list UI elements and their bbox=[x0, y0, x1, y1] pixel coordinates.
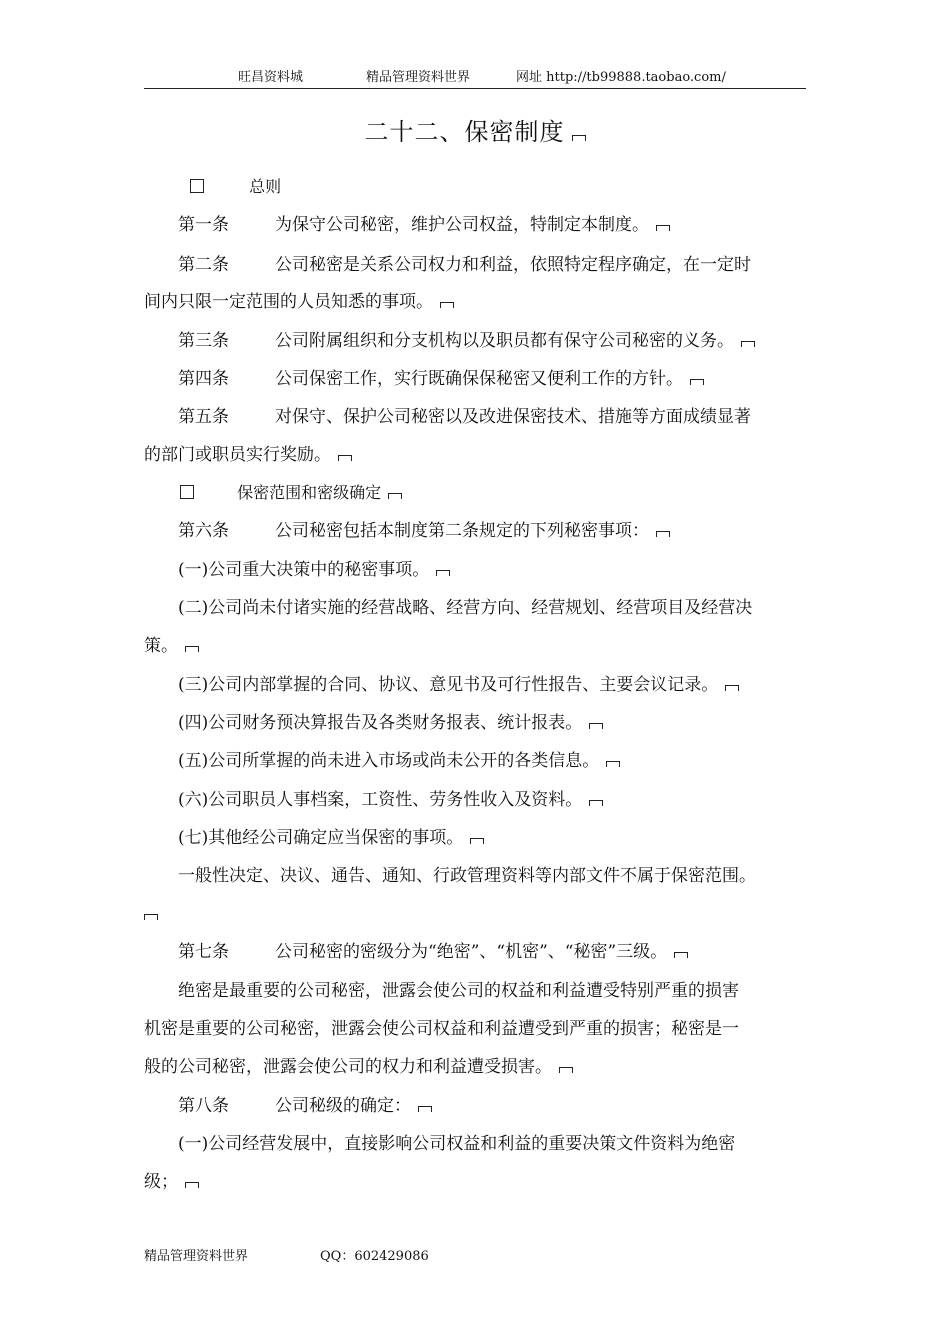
paragraph-mark-icon bbox=[725, 685, 739, 691]
article-text: 公司秘密是关系公司权力和利益，依照特定程序确定，在一定时 bbox=[275, 255, 751, 275]
article-label: 第三条 bbox=[178, 331, 229, 351]
article-text: 的部门或职员实行奖励。 bbox=[144, 445, 331, 465]
article-line bbox=[178, 519, 670, 543]
article-text: 间内只限一定范围的人员知悉的事项。 bbox=[144, 292, 433, 312]
checkbox-square-icon bbox=[190, 179, 204, 193]
paragraph-mark-icon bbox=[440, 302, 454, 308]
list-item bbox=[178, 749, 620, 773]
article-line bbox=[178, 405, 751, 429]
item-text: 策。 bbox=[144, 636, 178, 656]
section-title: 总则 bbox=[249, 177, 282, 196]
paragraph-mark-icon bbox=[572, 135, 586, 141]
article-line-continued bbox=[144, 443, 352, 467]
article-line bbox=[178, 940, 688, 964]
paragraph-mark-icon bbox=[185, 646, 199, 652]
section-title: 保密范围和密级确定 bbox=[237, 483, 382, 502]
article-line bbox=[178, 213, 670, 237]
section-heading bbox=[190, 175, 281, 199]
paragraph-mark-icon bbox=[656, 531, 670, 537]
paragraph-mark-icon bbox=[470, 838, 484, 844]
page-header bbox=[144, 68, 806, 89]
list-item bbox=[178, 558, 450, 582]
paragraph-mark-icon bbox=[436, 570, 450, 576]
paragraph-text: 般的公司秘密，泄露会使公司的权力和利益遭受损害。 bbox=[144, 1057, 552, 1077]
item-text: (五)公司所掌握的尚未进入市场或尚未公开的各类信息。 bbox=[178, 751, 600, 771]
paragraph-mark-icon bbox=[674, 952, 688, 958]
paragraph-line bbox=[144, 1055, 573, 1079]
header-slogan: 精品管理资料世界 bbox=[366, 70, 471, 85]
paragraph-line-continued bbox=[144, 902, 158, 926]
paragraph-mark-icon bbox=[559, 1067, 573, 1073]
article-line bbox=[178, 253, 751, 277]
list-item bbox=[178, 788, 603, 812]
footer-slogan: 精品管理资料世界 bbox=[144, 1249, 249, 1264]
paragraph-text: 一般性决定、决议、通告、通知、行政管理资料等内部文件不属于保密范围。 bbox=[178, 866, 756, 886]
paragraph-mark-icon bbox=[185, 1182, 199, 1188]
paragraph-line bbox=[144, 1017, 739, 1041]
article-line bbox=[178, 1094, 432, 1118]
document-title bbox=[0, 114, 950, 150]
article-text: 公司保密工作，实行既确保保秘密又便利工作的方针。 bbox=[275, 369, 683, 389]
article-text: 公司秘密包括本制度第二条规定的下列秘密事项： bbox=[275, 521, 649, 541]
paragraph-text: 机密是重要的公司秘密，泄露会使公司权益和利益遭受到严重的损害；秘密是一 bbox=[144, 1019, 739, 1039]
list-item bbox=[178, 596, 752, 620]
list-item bbox=[178, 1132, 735, 1156]
header-url: 网址 http://tb99888.taobao.com/ bbox=[516, 70, 726, 85]
list-item-continued bbox=[144, 634, 199, 658]
item-text: (一)公司重大决策中的秘密事项。 bbox=[178, 560, 430, 580]
paragraph-mark-icon bbox=[606, 761, 620, 767]
list-item bbox=[178, 673, 739, 697]
checkbox-square-icon bbox=[180, 485, 194, 499]
paragraph-text: 绝密是最重要的公司秘密，泄露会使公司的权益和利益遭受特别严重的损害 bbox=[178, 981, 739, 1001]
paragraph-mark-icon bbox=[656, 225, 670, 231]
paragraph-mark-icon bbox=[690, 379, 704, 385]
article-line bbox=[178, 367, 704, 391]
paragraph-mark-icon bbox=[589, 723, 603, 729]
paragraph-line bbox=[178, 864, 756, 888]
article-label: 第二条 bbox=[178, 255, 229, 275]
paragraph-mark-icon bbox=[418, 1106, 432, 1112]
article-label: 第五条 bbox=[178, 407, 229, 427]
list-item bbox=[178, 711, 603, 735]
paragraph-mark-icon bbox=[741, 341, 755, 347]
footer-qq: QQ：602429086 bbox=[320, 1249, 429, 1264]
section-heading bbox=[180, 481, 402, 505]
item-text: (一)公司经营发展中，直接影响公司权益和利益的重要决策文件资料为绝密 bbox=[178, 1134, 736, 1154]
article-label: 第八条 bbox=[178, 1096, 229, 1116]
list-item-continued bbox=[144, 1170, 199, 1194]
item-text: (四)公司财务预决算报告及各类财务报表、统计报表。 bbox=[178, 713, 583, 733]
item-text: (二)公司尚未付诸实施的经营战略、经营方向、经营规划、经营项目及经营决 bbox=[178, 598, 753, 618]
title-text: 二十二、保密制度 bbox=[364, 118, 565, 146]
article-line-continued bbox=[144, 290, 454, 314]
paragraph-mark-icon bbox=[589, 800, 603, 806]
article-label: 第四条 bbox=[178, 369, 229, 389]
list-item bbox=[178, 826, 484, 850]
article-text: 公司附属组织和分支机构以及职员都有保守公司秘密的义务。 bbox=[275, 331, 734, 351]
article-text: 对保守、保护公司秘密以及改进保密技术、措施等方面成绩显著 bbox=[275, 407, 751, 427]
item-text: (三)公司内部掌握的合同、协议、意见书及可行性报告、主要会议记录。 bbox=[178, 675, 719, 695]
article-label: 第七条 bbox=[178, 942, 229, 962]
article-label: 第六条 bbox=[178, 521, 229, 541]
article-line bbox=[178, 329, 755, 353]
item-text: (六)公司职员人事档案，工资性、劳务性收入及资料。 bbox=[178, 790, 583, 810]
header-site: 旺昌资料城 bbox=[238, 70, 304, 85]
paragraph-mark-icon bbox=[338, 455, 352, 461]
paragraph-line bbox=[178, 979, 739, 1003]
article-text: 公司秘级的确定： bbox=[275, 1096, 411, 1116]
article-text: 为保守公司秘密，维护公司权益，特制定本制度。 bbox=[275, 215, 649, 235]
article-text: 公司秘密的密级分为“绝密”、“机密”、“秘密”三级。 bbox=[275, 942, 668, 962]
paragraph-mark-icon bbox=[388, 493, 402, 499]
item-text: 级； bbox=[144, 1172, 178, 1192]
article-label: 第一条 bbox=[178, 215, 229, 235]
paragraph-mark-icon bbox=[144, 914, 158, 920]
item-text: (七)其他经公司确定应当保密的事项。 bbox=[178, 828, 464, 848]
